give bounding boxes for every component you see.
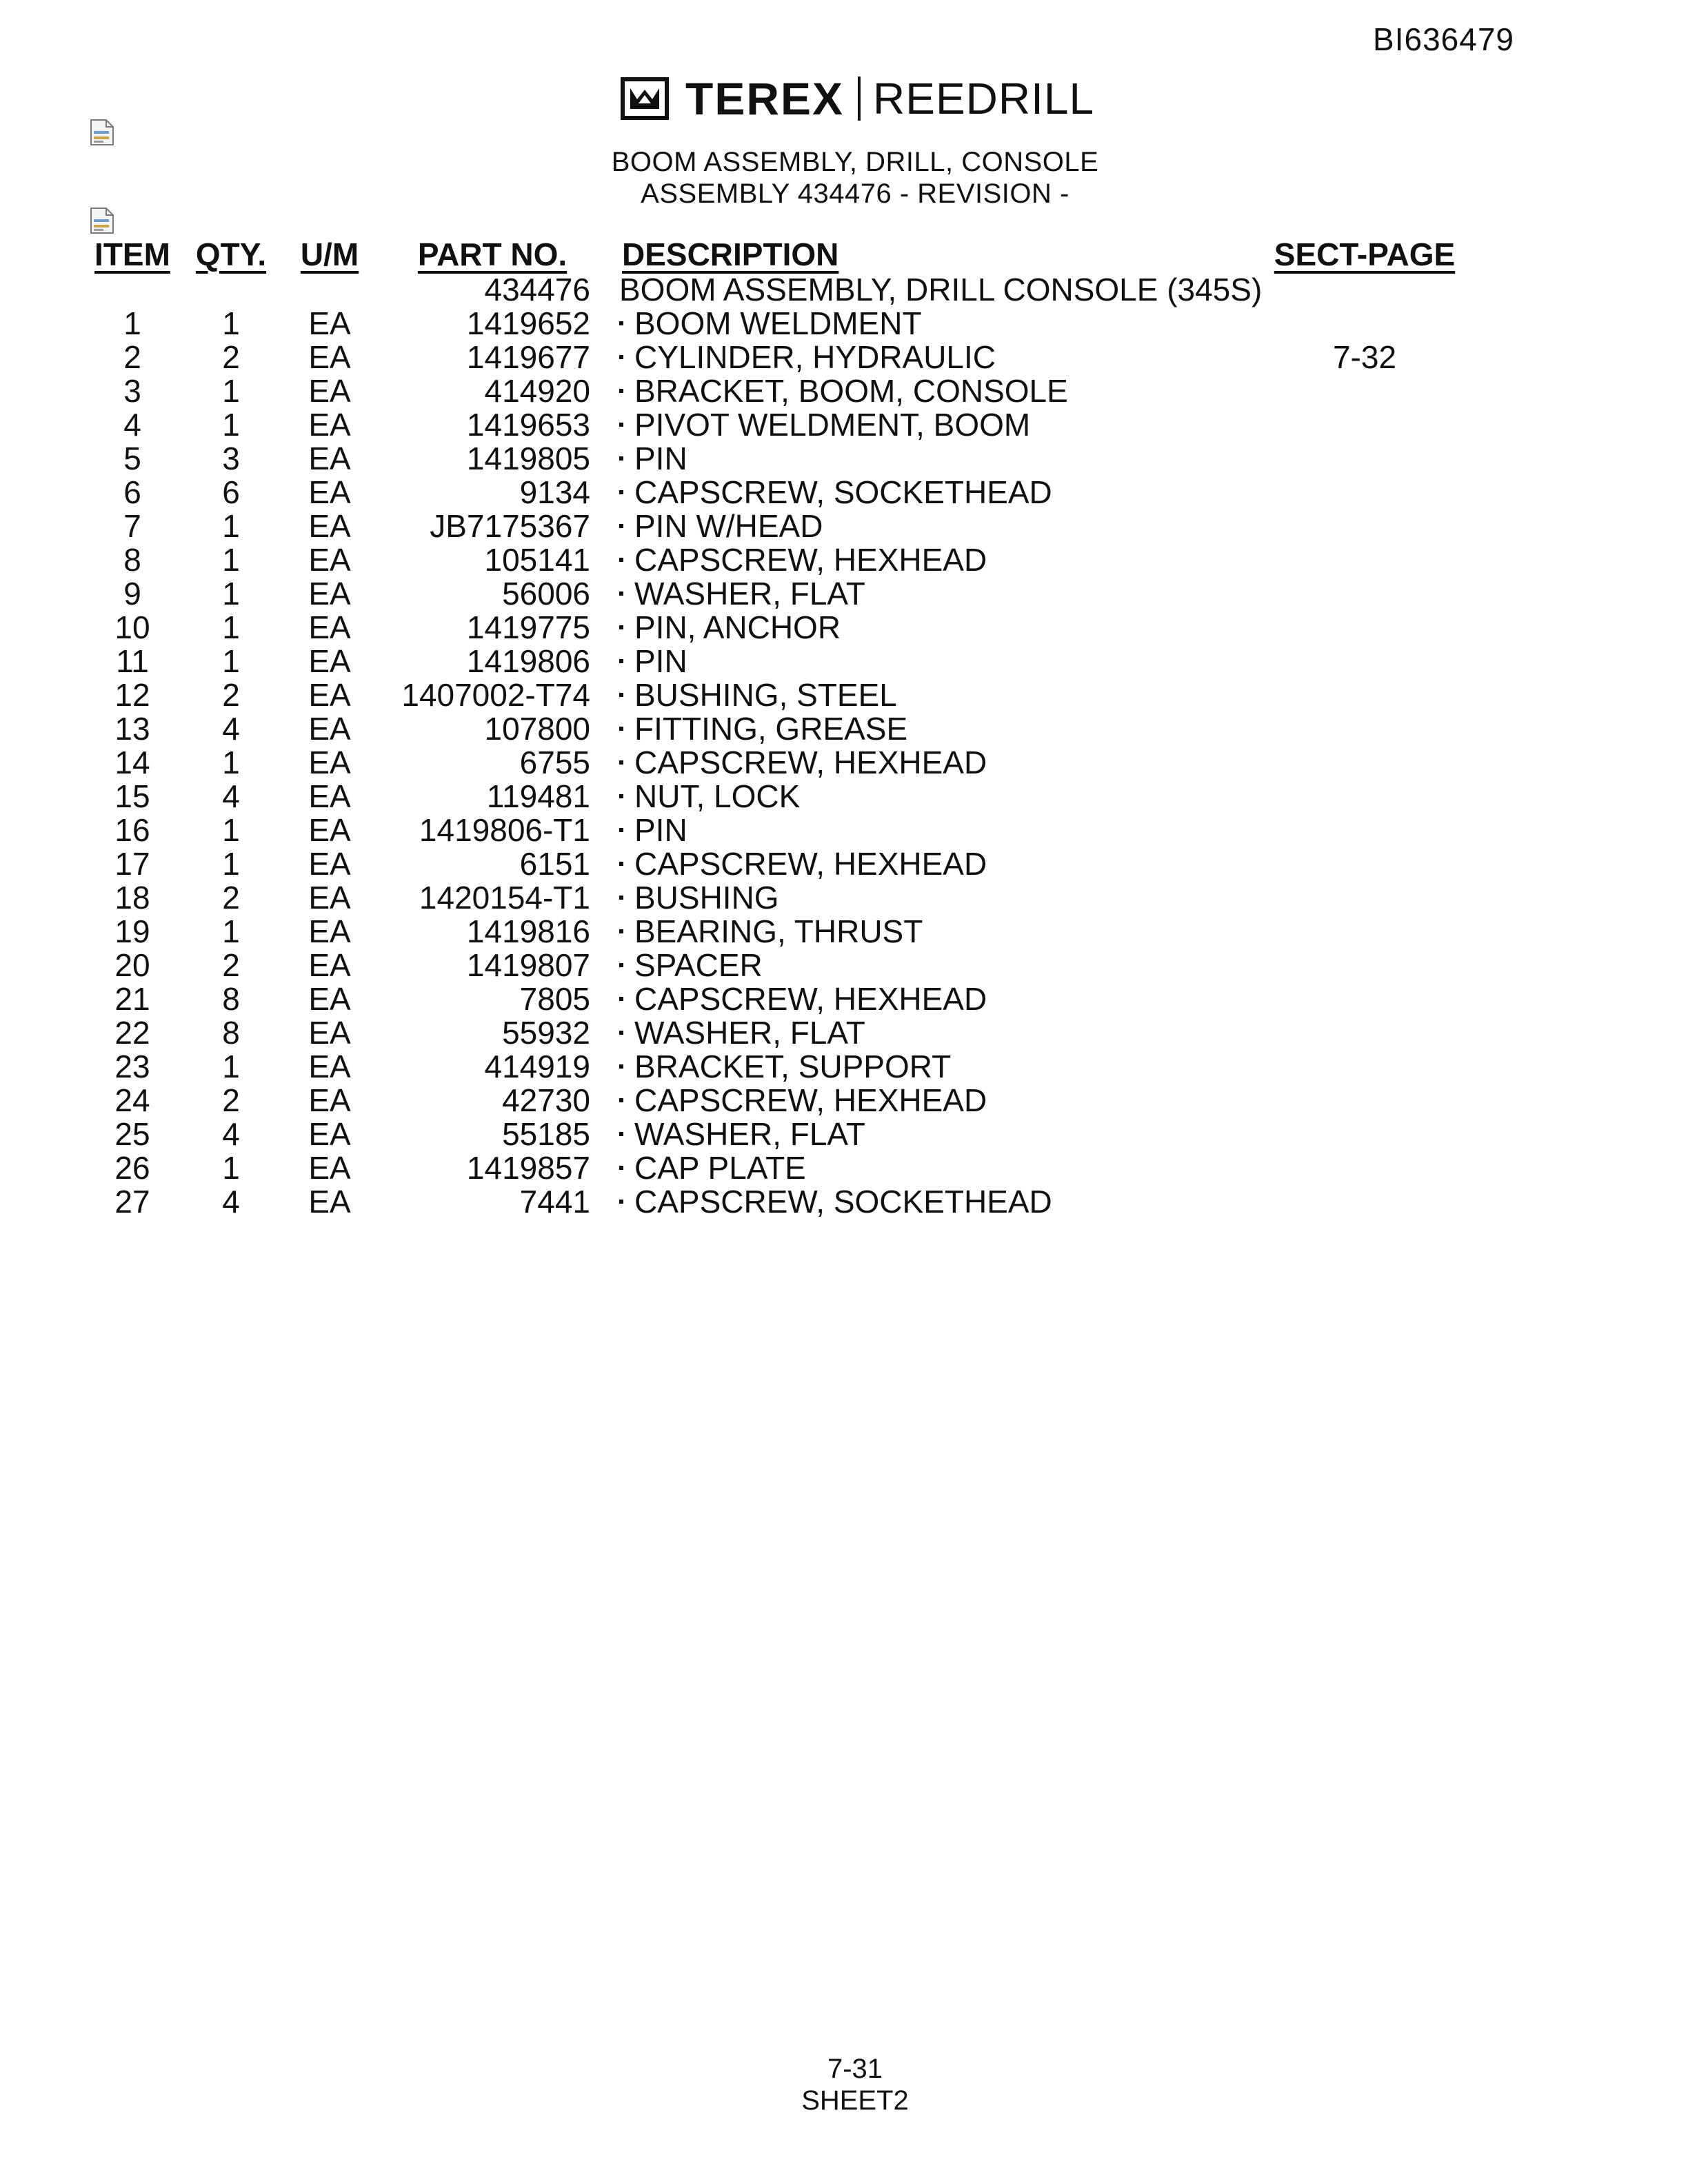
item-cell: 3 (123, 373, 141, 409)
sect-page-cell (1265, 949, 1465, 982)
description-cell (590, 1118, 1265, 1151)
description-cell (590, 611, 1265, 645)
item-cell: 27 (114, 1184, 150, 1220)
qty-cell: 2 (222, 880, 240, 916)
um-cell: EA (308, 407, 351, 443)
table-row (88, 1185, 1465, 1219)
item-cell: 24 (114, 1082, 150, 1118)
sect-page-cell (1265, 1050, 1465, 1084)
sheet-label: SHEET2 (801, 2085, 909, 2116)
sect-page-cell (1265, 678, 1465, 712)
part-no-cell: 1419807 (466, 947, 590, 983)
item-cell: 10 (114, 609, 150, 645)
um-cell: EA (308, 508, 351, 544)
item-cell: 14 (114, 745, 150, 780)
description-cell (590, 1185, 1265, 1219)
bullet-icon (619, 760, 623, 765)
description-text: CAPSCREW, HEXHEAD (634, 1082, 987, 1118)
um-cell: EA (308, 609, 351, 645)
qty-cell: 1 (222, 1150, 240, 1186)
description-text: CAPSCREW, SOCKETHEAD (634, 474, 1052, 510)
parts-table (88, 232, 1465, 1219)
um-cell: EA (308, 981, 351, 1017)
description-text: PIVOT WELDMENT, BOOM (634, 407, 1031, 443)
terex-reedrill-logo (621, 74, 1094, 123)
item-cell: 15 (114, 778, 150, 814)
bullet-icon (619, 963, 623, 967)
description-text: BOOM WELDMENT (634, 305, 922, 341)
terex-crown-logo-icon (621, 77, 669, 120)
qty-cell: 1 (222, 609, 240, 645)
description-cell (590, 341, 1265, 374)
bullet-icon (619, 456, 623, 461)
description-cell (590, 915, 1265, 949)
table-row (88, 1151, 1465, 1185)
table-row (88, 307, 1465, 341)
bullet-icon (619, 355, 623, 359)
description-text: PIN (634, 812, 687, 848)
item-cell: 12 (114, 677, 150, 713)
table-row (88, 509, 1465, 543)
bullet-icon (619, 794, 623, 798)
column-header-description: DESCRIPTION (622, 236, 839, 272)
um-cell: EA (308, 846, 351, 882)
part-no-cell: 107800 (484, 711, 590, 747)
page-footer (0, 2053, 1688, 2116)
bullet-icon (619, 1132, 623, 1136)
qty-cell: 4 (222, 778, 240, 814)
bullet-icon (619, 828, 623, 832)
um-cell: EA (308, 441, 351, 476)
description-text: PIN (634, 441, 687, 476)
bullet-icon (619, 1064, 623, 1069)
qty-cell: 2 (222, 677, 240, 713)
um-cell: EA (308, 1049, 351, 1084)
qty-cell: 2 (222, 1082, 240, 1118)
description-cell (590, 746, 1265, 780)
bullet-icon (619, 997, 623, 1001)
um-cell: EA (308, 339, 351, 375)
description-text: WASHER, FLAT (634, 1015, 865, 1051)
table-row (88, 476, 1465, 509)
table-row (88, 746, 1465, 780)
logo-product: REEDRILL (873, 74, 1095, 123)
item-cell: 19 (114, 913, 150, 949)
sect-page-cell (1265, 408, 1465, 442)
item-cell: 26 (114, 1150, 150, 1186)
bullet-icon (619, 1166, 623, 1170)
description-cell (590, 442, 1265, 476)
um-cell: EA (308, 373, 351, 409)
qty-cell: 1 (222, 542, 240, 578)
description-text: CAPSCREW, HEXHEAD (634, 846, 987, 882)
qty-cell: 1 (222, 508, 240, 544)
sect-page-cell (1265, 1118, 1465, 1151)
item-cell: 9 (123, 576, 141, 611)
description-text: WASHER, FLAT (634, 576, 865, 611)
column-header-item: ITEM (94, 236, 170, 272)
table-row (88, 341, 1465, 374)
qty-cell: 8 (222, 1015, 240, 1051)
um-cell: EA (308, 305, 351, 341)
column-header-qty: QTY. (195, 236, 267, 272)
sect-page-cell (1265, 915, 1465, 949)
assembly-title: BOOM ASSEMBLY, DRILL, CONSOLE (611, 147, 1099, 177)
title-block (0, 146, 1688, 210)
qty-cell: 2 (222, 339, 240, 375)
item-cell: 17 (114, 846, 150, 882)
bullet-icon (619, 929, 623, 933)
description-text: BRACKET, BOOM, CONSOLE (634, 373, 1068, 409)
table-row (88, 374, 1465, 408)
item-cell: 4 (123, 407, 141, 443)
table-row (88, 577, 1465, 611)
um-cell: EA (308, 711, 351, 747)
sect-page-cell (1265, 982, 1465, 1016)
item-cell: 6 (123, 474, 141, 510)
description-text: BUSHING, STEEL (634, 677, 897, 713)
table-row (88, 645, 1465, 678)
item-cell: 11 (116, 643, 149, 679)
table-row (88, 1084, 1465, 1118)
item-cell: 21 (114, 981, 150, 1017)
part-no-cell: 1419775 (466, 609, 590, 645)
table-row (88, 881, 1465, 915)
description-text: CAPSCREW, HEXHEAD (634, 542, 987, 578)
part-no-cell: 56006 (502, 576, 590, 611)
table-row (88, 1050, 1465, 1084)
um-cell: EA (308, 745, 351, 780)
part-no-cell: 1419816 (466, 913, 590, 949)
logo-divider (858, 77, 861, 121)
assembly-row (88, 273, 1465, 307)
qty-cell: 1 (222, 745, 240, 780)
table-row (88, 1016, 1465, 1050)
qty-cell: 1 (222, 913, 240, 949)
logo-brand: TEREX (685, 73, 845, 124)
table-row (88, 678, 1465, 712)
table-row (88, 780, 1465, 813)
description-cell (590, 374, 1265, 408)
bullet-icon (619, 389, 623, 393)
document-id: BI636479 (1373, 21, 1514, 57)
sect-page-cell (1265, 543, 1465, 577)
description-cell (590, 307, 1265, 341)
part-no-cell: 414920 (484, 373, 590, 409)
table-row (88, 1118, 1465, 1151)
sect-page-cell (1265, 645, 1465, 678)
bullet-icon (619, 896, 623, 900)
description-text: BUSHING (634, 880, 779, 916)
bullet-icon (619, 558, 623, 562)
um-cell: EA (308, 812, 351, 848)
um-cell: EA (308, 643, 351, 679)
table-row (88, 949, 1465, 982)
part-no-cell: 55932 (502, 1015, 590, 1051)
assembly-part-no: 434476 (484, 272, 590, 307)
um-cell: EA (308, 913, 351, 949)
document-icon[interactable] (90, 119, 114, 146)
part-no-cell: 7805 (519, 981, 590, 1017)
um-cell: EA (308, 576, 351, 611)
description-text: NUT, LOCK (634, 778, 801, 814)
qty-cell: 8 (222, 981, 240, 1017)
part-no-cell: 414919 (484, 1049, 590, 1084)
description-text: CAPSCREW, SOCKETHEAD (634, 1184, 1052, 1220)
sect-page-cell (1265, 1084, 1465, 1118)
description-text: WASHER, FLAT (634, 1116, 865, 1152)
description-cell (590, 982, 1265, 1016)
bullet-icon (619, 862, 623, 866)
table-row (88, 915, 1465, 949)
part-no-cell: 1420154-T1 (419, 880, 590, 916)
description-cell (590, 577, 1265, 611)
part-no-cell: 6151 (519, 846, 590, 882)
part-no-cell: JB7175367 (430, 508, 590, 544)
description-cell (590, 1016, 1265, 1050)
qty-cell: 1 (222, 643, 240, 679)
sect-page-cell (1265, 813, 1465, 847)
page-number: 7-31 (827, 2054, 883, 2084)
item-cell: 1 (123, 305, 141, 341)
part-no-cell: 55185 (502, 1116, 590, 1152)
description-cell (590, 712, 1265, 746)
part-no-cell: 119481 (486, 778, 590, 814)
sect-page-cell (1265, 611, 1465, 645)
table-row (88, 847, 1465, 881)
sect-page-cell (1265, 1151, 1465, 1185)
item-cell: 16 (114, 812, 150, 848)
qty-cell: 1 (222, 1049, 240, 1084)
item-cell: 5 (123, 441, 141, 476)
sect-page-cell[interactable]: 7-32 (1332, 339, 1397, 375)
part-no-cell: 1419677 (466, 339, 590, 375)
description-cell (590, 408, 1265, 442)
table-row (88, 712, 1465, 746)
qty-cell: 1 (222, 846, 240, 882)
description-cell (590, 1151, 1265, 1185)
bullet-icon (619, 659, 623, 663)
sect-page-cell (1265, 712, 1465, 746)
column-header-part-no: PART NO. (417, 236, 567, 272)
column-header-um: U/M (300, 236, 359, 272)
assembly-description: BOOM ASSEMBLY, DRILL CONSOLE (345S) (619, 272, 1263, 307)
description-cell (590, 1084, 1265, 1118)
sect-page-cell (1265, 307, 1465, 341)
assembly-revision: ASSEMBLY 434476 - REVISION - (641, 179, 1069, 209)
description-text: CAPSCREW, HEXHEAD (634, 745, 987, 780)
table-row (88, 813, 1465, 847)
qty-cell: 1 (222, 812, 240, 848)
bullet-icon (619, 1098, 623, 1102)
item-cell: 25 (114, 1116, 150, 1152)
description-cell (590, 1050, 1265, 1084)
qty-cell: 4 (222, 1184, 240, 1220)
description-cell (590, 780, 1265, 813)
bullet-icon (619, 423, 623, 427)
qty-cell: 1 (222, 407, 240, 443)
part-no-cell: 1419652 (466, 305, 590, 341)
item-cell: 13 (114, 711, 150, 747)
part-no-cell: 1419805 (466, 441, 590, 476)
description-text: PIN (634, 643, 687, 679)
item-cell: 7 (123, 508, 141, 544)
sect-page-cell (1265, 509, 1465, 543)
table-row (88, 408, 1465, 442)
bullet-icon (619, 693, 623, 697)
um-cell: EA (308, 474, 351, 510)
part-no-cell: 1419857 (466, 1150, 590, 1186)
part-no-cell: 1419806-T1 (419, 812, 590, 848)
column-header-sect-page: SECT-PAGE (1274, 236, 1456, 272)
um-cell: EA (308, 542, 351, 578)
item-cell: 8 (123, 542, 141, 578)
description-cell (590, 509, 1265, 543)
qty-cell: 2 (222, 947, 240, 983)
bullet-icon (619, 727, 623, 731)
item-cell: 23 (114, 1049, 150, 1084)
bullet-icon (619, 592, 623, 596)
table-row (88, 543, 1465, 577)
document-icon[interactable] (90, 207, 114, 234)
qty-cell: 4 (222, 711, 240, 747)
part-no-cell: 9134 (519, 474, 590, 510)
description-cell (590, 813, 1265, 847)
um-cell: EA (308, 1015, 351, 1051)
sect-page-cell (1265, 881, 1465, 915)
sect-page-cell (1265, 746, 1465, 780)
sect-page-cell (1265, 476, 1465, 509)
part-no-cell: 42730 (502, 1082, 590, 1118)
description-text: PIN W/HEAD (634, 508, 823, 544)
qty-cell: 3 (222, 441, 240, 476)
description-text: PIN, ANCHOR (634, 609, 841, 645)
table-row (88, 442, 1465, 476)
description-cell (590, 847, 1265, 881)
sect-page-cell (1265, 577, 1465, 611)
part-no-cell: 1419806 (466, 643, 590, 679)
um-cell: EA (308, 778, 351, 814)
qty-cell: 4 (222, 1116, 240, 1152)
description-text: CAP PLATE (634, 1150, 806, 1186)
um-cell: EA (308, 1082, 351, 1118)
item-cell: 2 (123, 339, 141, 375)
description-text: SPACER (634, 947, 763, 983)
part-no-cell: 7441 (519, 1184, 590, 1220)
bullet-icon (619, 524, 623, 528)
table-header-row (88, 232, 1465, 273)
bullet-icon (619, 625, 623, 629)
sect-page-cell (1265, 1016, 1465, 1050)
sect-page-cell (1265, 442, 1465, 476)
um-cell: EA (308, 880, 351, 916)
um-cell: EA (308, 1150, 351, 1186)
description-text: BEARING, THRUST (634, 913, 923, 949)
um-cell: EA (308, 947, 351, 983)
qty-cell: 6 (222, 474, 240, 510)
part-no-cell: 105141 (484, 542, 590, 578)
description-cell (590, 949, 1265, 982)
part-no-cell: 1419653 (466, 407, 590, 443)
bullet-icon (619, 1031, 623, 1035)
description-cell (590, 476, 1265, 509)
table-row (88, 982, 1465, 1016)
table-row (88, 611, 1465, 645)
part-no-cell: 1407002-T74 (401, 677, 590, 713)
sect-page-cell (1265, 374, 1465, 408)
item-cell: 18 (114, 880, 150, 916)
bullet-icon (619, 490, 623, 494)
item-cell: 22 (114, 1015, 150, 1051)
sect-page-cell (1265, 847, 1465, 881)
description-text: FITTING, GREASE (634, 711, 908, 747)
item-cell: 20 (114, 947, 150, 983)
qty-cell: 1 (222, 576, 240, 611)
qty-cell: 1 (222, 373, 240, 409)
description-cell (590, 543, 1265, 577)
description-cell (590, 678, 1265, 712)
description-cell (590, 645, 1265, 678)
description-text: BRACKET, SUPPORT (634, 1049, 952, 1084)
part-no-cell: 6755 (519, 745, 590, 780)
um-cell: EA (308, 677, 351, 713)
bullet-icon (619, 1200, 623, 1204)
um-cell: EA (308, 1116, 351, 1152)
description-text: CYLINDER, HYDRAULIC (634, 339, 996, 375)
description-cell (590, 881, 1265, 915)
qty-cell: 1 (222, 305, 240, 341)
bullet-icon (619, 321, 623, 325)
description-text: CAPSCREW, HEXHEAD (634, 981, 987, 1017)
sect-page-cell (1265, 780, 1465, 813)
um-cell: EA (308, 1184, 351, 1220)
sect-page-cell (1265, 1185, 1465, 1219)
